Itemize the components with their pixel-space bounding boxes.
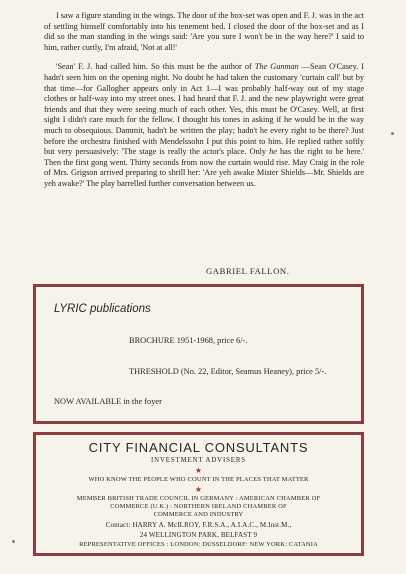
cfc-offices: REPRESENTATIVE OFFICES : LONDON: DUSSELDORF: NEW YORK: CATANIA	[79, 541, 318, 548]
text-run: has the right to be here.' Then the first gong went. Thirty seconds from now the curtain would rise. May Craig in the role of Mrs. Grigson arrived preparing to shrill her: 'Are yeh awake Mister Shields—Mr. Shields are yeh awake?' The play barrelled further conversation between us.	[44, 147, 364, 188]
article-paragraph	[44, 62, 364, 189]
cfc-subtitle: INVESTMENT ADVISERS	[151, 457, 246, 464]
cfc-title: CITY FINANCIAL CONSULTANTS	[88, 440, 309, 455]
lyric-publications-box	[33, 284, 364, 424]
availability-note: NOW AVAILABLE in the foyer	[54, 397, 162, 406]
star-icon: ★	[194, 466, 203, 475]
cfc-address: 24 WELLINGTON PARK, BELFAST 9	[139, 531, 258, 539]
threshold-item: THRESHOLD (No. 22, Editor, Seamus Heaney), price 5/-.	[129, 367, 327, 376]
cfc-membership: COMMERCE AND INDUSTRY	[153, 511, 244, 518]
paper-speck	[12, 540, 15, 543]
article-body	[44, 11, 364, 190]
text-run: —Sean O'Casey. I hadn't seen him on the opening night. No doubt he had taken the customary 'curtain call' but by that time—for Gallogher appears only in Act 1—I was probably half-way out of my stage clothes or half-way into my street ones. I had heard that F. J. and the new playwright were great friends and that they were seeing much of each other. Yes, this must be O'Casey. Well, at first sight I didn't care much for the fellow. I thought his tones in asking if he would be in the way much to obsequious. Dammit, hadn't he written the play; hadn't he every right to be there? Just before the orchestra finished with Mendelssohn I put this point to him. He replied rather softly but very persuasively: 'The stage is really the actor's place. Only	[44, 62, 365, 157]
play-title: The Gunman	[254, 62, 299, 72]
star-icon: ★	[194, 485, 203, 494]
cfc-tagline: WHO KNOW THE PEOPLE WHO COUNT IN THE PLACES THAT MATTER	[88, 476, 309, 483]
brochure-item: BROCHURE 1951-1968, price 6/-.	[129, 336, 248, 345]
city-financial-ad	[33, 432, 364, 556]
paper-speck	[391, 132, 394, 135]
cfc-contact: Contact: HARRY A. McILROY, F.R.S.A., A.I.A.C., M.Inst.M.,	[105, 521, 292, 529]
author-signature: GABRIEL FALLON.	[206, 266, 290, 276]
cfc-membership: COMMERCE (U.K.) : NORTHERN IRELAND CHAMBER OF	[110, 503, 287, 510]
cfc-membership: MEMBER BRITISH TRADE COUNCIL IN GERMANY : AMERICAN CHAMBER OF	[76, 495, 321, 502]
emphasis: he	[269, 147, 277, 157]
text-run: 'Sean' F. J. had called him. So this must be the author of	[56, 62, 255, 72]
lyric-title: LYRIC publications	[54, 303, 151, 315]
article-paragraph: I saw a figure standing in the wings. The door of the box-set was open and F. J. was in the act of settling himself comfortably into his tenement bed. I closed the door of the box-set and as I did so the man standing in the wings said: 'Are you sure I won't be in the way here?' I said to him, rather curtly, I'm afraid, 'Not at all!'	[44, 11, 364, 52]
